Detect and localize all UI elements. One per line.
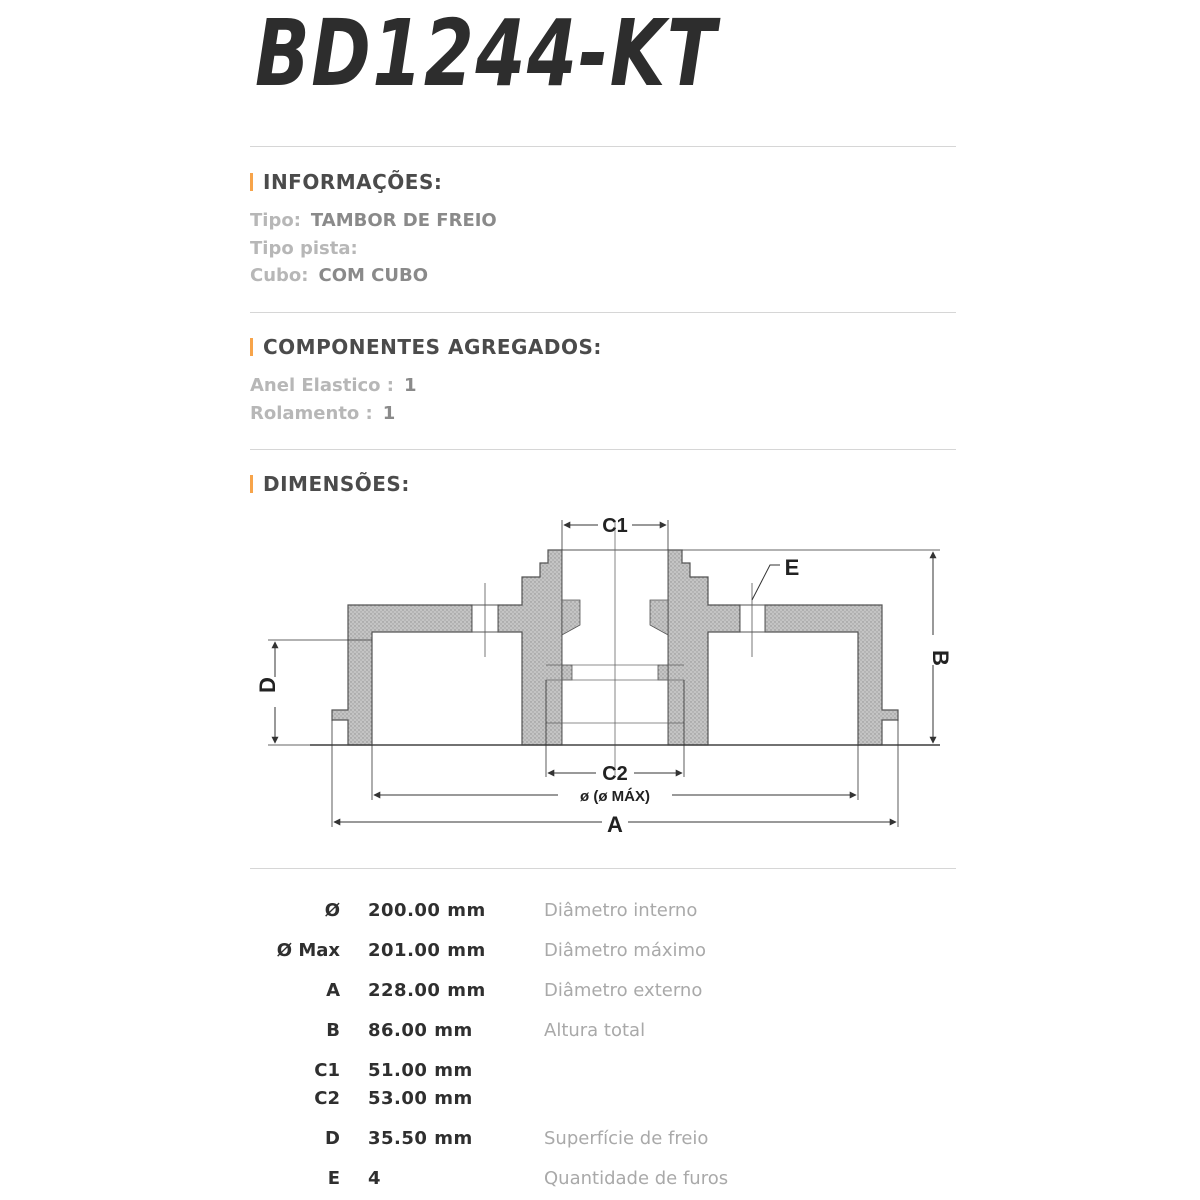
section-heading-componentes bbox=[250, 335, 602, 359]
dim-symbol: C1 bbox=[314, 1060, 340, 1081]
brake-drum-diagram bbox=[250, 505, 956, 845]
info-value: 1 bbox=[404, 375, 417, 396]
accent-bar bbox=[250, 173, 253, 191]
label-c1: C1 bbox=[602, 515, 628, 537]
drum-left-half bbox=[332, 550, 562, 745]
dim-symbol: Ø bbox=[324, 900, 340, 921]
dim-symbol: A bbox=[326, 980, 340, 1001]
info-label: Cubo: bbox=[250, 265, 309, 286]
dim-description: Quantidade de furos bbox=[544, 1168, 729, 1189]
dim-row-diametro-externo bbox=[250, 980, 956, 1006]
dim-value: 35.50 mm bbox=[368, 1128, 473, 1149]
dim-row-c1 bbox=[250, 1060, 956, 1086]
info-label: Anel Elastico : bbox=[250, 375, 394, 396]
label-c2: C2 bbox=[602, 763, 628, 785]
dim-row-diametro-maximo bbox=[250, 940, 956, 966]
accent-bar bbox=[250, 475, 253, 493]
info-row-cubo bbox=[250, 265, 428, 286]
dim-value: 86.00 mm bbox=[368, 1020, 473, 1041]
label-e: E bbox=[784, 555, 800, 580]
dim-description: Superfície de freio bbox=[544, 1128, 709, 1149]
dim-value: 51.00 mm bbox=[368, 1060, 473, 1081]
info-row-tipo-pista bbox=[250, 238, 368, 259]
dim-e bbox=[752, 565, 780, 600]
label-b: B bbox=[928, 650, 953, 666]
divider bbox=[250, 868, 956, 869]
info-label: Tipo pista: bbox=[250, 238, 358, 259]
dim-b bbox=[682, 550, 940, 745]
info-value: COM CUBO bbox=[318, 265, 429, 286]
label-phi: ø (ø MÁX) bbox=[580, 788, 650, 805]
dim-description: Altura total bbox=[544, 1020, 646, 1041]
info-row-rolamento bbox=[250, 403, 395, 424]
info-row-anel-elastico bbox=[250, 375, 417, 396]
dim-description: Diâmetro interno bbox=[544, 900, 698, 921]
divider bbox=[250, 449, 956, 450]
section-heading-informacoes bbox=[250, 170, 442, 194]
dim-symbol: Ø Max bbox=[276, 940, 340, 961]
dim-value: 200.00 mm bbox=[368, 900, 486, 921]
dim-row-altura-total bbox=[250, 1020, 956, 1046]
dim-description: Diâmetro externo bbox=[544, 980, 703, 1001]
dim-value: 201.00 mm bbox=[368, 940, 486, 961]
dim-symbol: B bbox=[326, 1020, 340, 1041]
info-row-tipo bbox=[250, 210, 497, 231]
dim-symbol: D bbox=[325, 1128, 340, 1149]
product-title: BD1244-KT bbox=[255, 0, 718, 107]
dim-value: 228.00 mm bbox=[368, 980, 486, 1001]
drum-right-half bbox=[668, 550, 898, 745]
dim-row-diametro-interno bbox=[250, 900, 956, 926]
dim-row-superficie-freio bbox=[250, 1128, 956, 1154]
accent-bar bbox=[250, 338, 253, 356]
dim-value: 53.00 mm bbox=[368, 1088, 473, 1109]
dim-symbol: C2 bbox=[314, 1088, 340, 1109]
heading-text: COMPONENTES AGREGADOS: bbox=[263, 335, 602, 359]
dim-row-quantidade-furos bbox=[250, 1168, 956, 1194]
info-label: Rolamento : bbox=[250, 403, 373, 424]
dim-value: 4 bbox=[368, 1168, 382, 1189]
dim-row-c2 bbox=[250, 1088, 956, 1114]
dim-description: Diâmetro máximo bbox=[544, 940, 707, 961]
info-value: TAMBOR DE FREIO bbox=[310, 210, 497, 231]
heading-text: INFORMAÇÕES: bbox=[263, 170, 443, 194]
divider bbox=[250, 312, 956, 313]
label-a: A bbox=[607, 812, 623, 837]
info-label: Tipo: bbox=[250, 210, 301, 231]
divider bbox=[250, 146, 956, 147]
label-d: D bbox=[255, 677, 280, 693]
dim-symbol: E bbox=[327, 1168, 340, 1189]
info-value: 1 bbox=[382, 403, 396, 424]
heading-text: DIMENSÕES: bbox=[263, 472, 410, 496]
section-heading-dimensoes bbox=[250, 472, 410, 496]
